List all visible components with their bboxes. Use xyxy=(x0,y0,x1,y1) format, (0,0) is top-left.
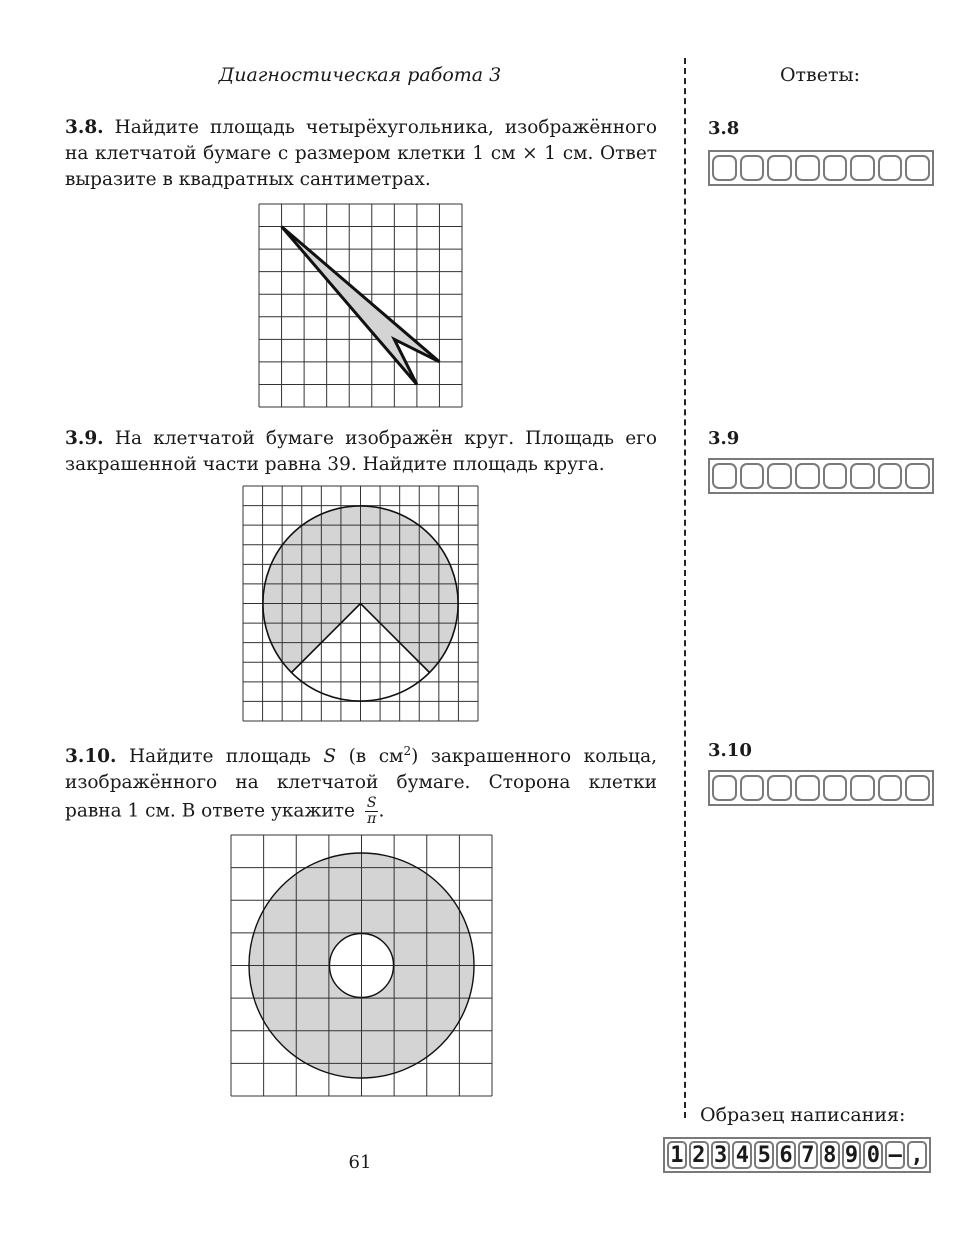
sample-char: 2 xyxy=(689,1141,709,1169)
answers-column-title: Ответы: xyxy=(779,64,861,86)
sample-char: 5 xyxy=(754,1141,774,1169)
sample-char: 8 xyxy=(820,1141,840,1169)
sample-char: – xyxy=(885,1141,905,1169)
answer-label-3-10: 3.10 xyxy=(708,740,752,761)
sample-char: , xyxy=(907,1141,927,1169)
sample-writing-boxes xyxy=(663,1137,931,1173)
sample-char: 9 xyxy=(842,1141,862,1169)
column-divider xyxy=(684,58,686,1118)
problem-number: 3.10. xyxy=(65,746,117,768)
figure-3-8-quadrilateral xyxy=(259,204,462,407)
problem-text: (в см xyxy=(348,746,404,768)
page-number: 61 xyxy=(348,1152,372,1173)
problem-number: 3.9. xyxy=(65,428,104,449)
fraction-denominator: π xyxy=(367,811,377,828)
sample-char: 6 xyxy=(776,1141,796,1169)
fraction-s-over-pi xyxy=(365,796,379,827)
figure-3-10-annulus xyxy=(231,835,492,1096)
problem-text: Найдите площадь четырёхугольника, изображённого на клетчатой бумаге с размером клетки 1 см × 1 см. Ответ выразите в квадратных сантиметрах. xyxy=(65,117,657,190)
problem-3-9 xyxy=(65,426,657,478)
quadrilateral xyxy=(282,227,440,385)
sample-char: 0 xyxy=(863,1141,883,1169)
problem-3-10 xyxy=(65,738,657,827)
problem-3-8 xyxy=(65,115,657,193)
sample-char: 3 xyxy=(711,1141,731,1169)
answer-label-3-8: 3.8 xyxy=(708,118,740,139)
sample-writing-label: Образец написания: xyxy=(700,1104,906,1126)
problem-text: Найдите площадь xyxy=(129,746,311,768)
sample-char: 1 xyxy=(667,1141,687,1169)
variable-s: S xyxy=(323,746,337,768)
problem-text: . xyxy=(378,800,385,822)
fraction-numerator: S xyxy=(366,795,377,812)
superscript: 2 xyxy=(403,744,412,758)
problem-number: 3.8. xyxy=(65,117,104,138)
answer-label-3-9: 3.9 xyxy=(708,428,740,449)
answer-field-3-8[interactable] xyxy=(708,150,934,186)
sample-char: 4 xyxy=(732,1141,752,1169)
problem-text: На клетчатой бумаге изображён круг. Площадь его закрашенной части равна 39. Найдите площадь круга. xyxy=(65,428,657,475)
answer-field-3-10[interactable] xyxy=(708,770,934,806)
sample-char: 7 xyxy=(798,1141,818,1169)
figure-3-9-circle xyxy=(243,486,478,721)
problem-text: ) закрашенного кольца, изображённого на клетчатой бумаге. Сторона клетки равна 1 см. В ответе укажите xyxy=(65,746,657,822)
page-header-title: Диагностическая работа 3 xyxy=(218,64,502,86)
answer-field-3-9[interactable] xyxy=(708,458,934,494)
